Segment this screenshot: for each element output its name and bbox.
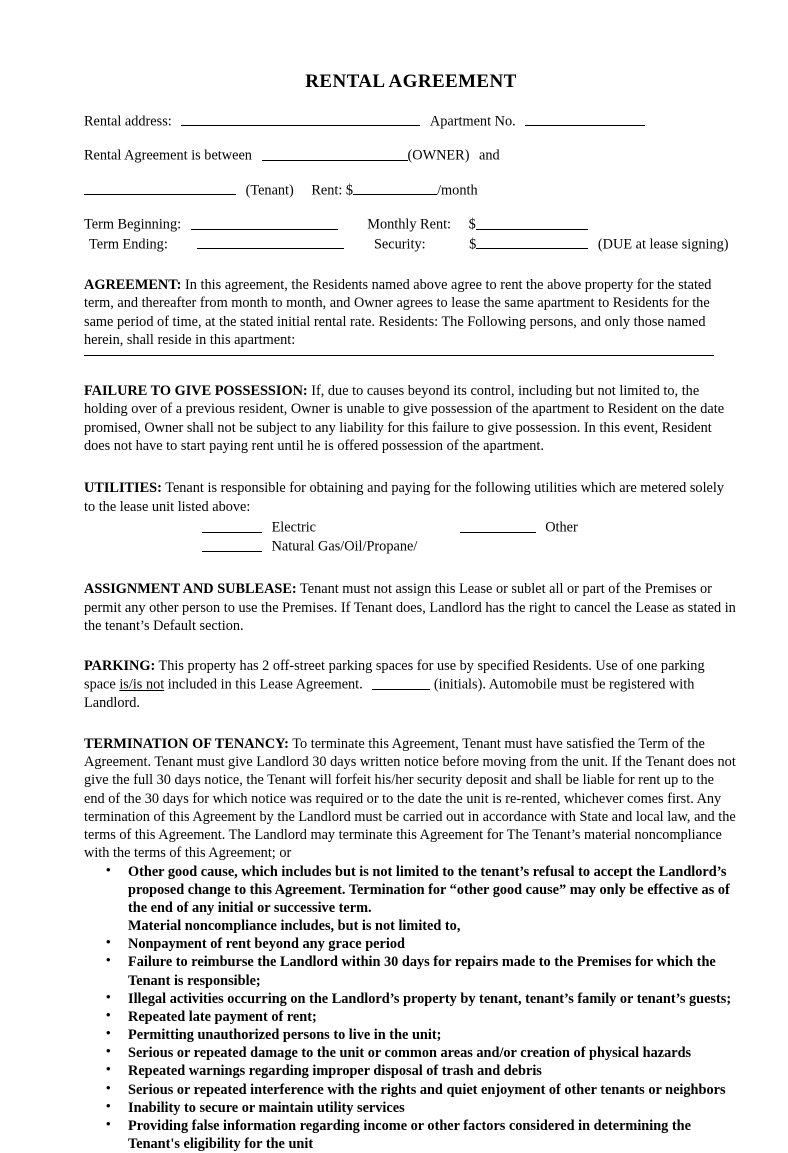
list-item-label: Material noncompliance includes, but is not limited to, — [128, 918, 461, 935]
list-item — [84, 953, 738, 989]
monthly-rent-input[interactable] — [476, 215, 588, 230]
owner-input[interactable] — [262, 146, 408, 161]
section-assignment-heading: ASSIGNMENT AND SUBLEASE: — [84, 581, 297, 598]
apartment-no-input[interactable] — [525, 112, 645, 127]
parking-is-is-not-option[interactable]: is/is not — [119, 677, 165, 694]
list-item — [84, 1026, 738, 1044]
utility-row-electric — [84, 518, 738, 537]
section-parking-heading: PARKING: — [84, 658, 156, 675]
spacer-row — [84, 200, 738, 215]
section-utilities — [84, 479, 738, 516]
spacer — [84, 455, 738, 471]
tenant-rent-row — [84, 181, 738, 200]
section-parking-body-1: This property has 2 off-street parking spaces for use by specified Residents. Use of one parking space — [84, 658, 705, 694]
term-ending-label: Term Ending: — [89, 236, 168, 253]
spacer — [84, 572, 738, 580]
spacer-row — [84, 166, 738, 181]
rental-address-row — [84, 112, 738, 131]
term-beginning-row — [84, 215, 738, 234]
gas-label: Natural Gas/Oil/Propane/ — [271, 538, 418, 555]
spacer — [84, 254, 738, 276]
other-initial-input[interactable] — [460, 518, 536, 533]
section-failure-to-give-possession — [84, 382, 738, 455]
section-parking-body-3: Automobile must be registered with Landlord. — [84, 677, 695, 712]
electric-initial-input[interactable] — [202, 518, 262, 533]
spacer — [84, 356, 738, 372]
utilities-checklist — [84, 518, 738, 556]
tenant-input[interactable] — [84, 181, 236, 196]
section-agreement-body: In this agreement, the Residents named above agree to rent the above property for the stated term, and thereafter from month to month, and Owner agrees to lease the same apartment to Residents for the same period of time, at the stated initial rental rate. Residents: The Following persons, and only those named herein, shall reside in this apartment: — [84, 276, 712, 348]
spacer — [84, 713, 738, 729]
section-failure-heading: FAILURE TO GIVE POSSESSION: — [84, 383, 308, 400]
term-ending-input[interactable] — [197, 235, 344, 250]
term-beginning-label: Term Beginning: — [84, 216, 182, 233]
termination-causes-list — [84, 863, 738, 1153]
list-item-label: Illegal activities occurring on the Landlord’s property by tenant, tenant’s family or tenant’s guests; — [128, 990, 732, 1007]
per-month-label: /month — [437, 182, 478, 199]
spacer — [84, 471, 738, 479]
list-item-label: Providing false information regarding income or other factors considered in determining the Tenant's eligibility for the unit — [128, 1117, 691, 1153]
list-item — [84, 1044, 738, 1062]
apartment-no-label: Apartment No. — [429, 113, 516, 130]
section-parking-body-2: included in this Lease Agreement. — [167, 677, 363, 694]
list-item — [84, 917, 738, 935]
document-content — [84, 0, 738, 1153]
page-title: RENTAL AGREEMENT — [305, 71, 517, 92]
section-utilities-heading: UTILITIES: — [84, 480, 162, 497]
list-item — [84, 1008, 738, 1026]
section-agreement — [84, 276, 738, 349]
rent-label: Rent: $ — [311, 182, 354, 199]
parking-initials-input[interactable] — [372, 675, 430, 690]
spacer — [84, 372, 738, 382]
list-item-label: Nonpayment of rent beyond any grace period — [128, 936, 405, 953]
section-assignment-body: Tenant must not assign this Lease or sublet all or part of the Premises or permit any other person to use the Premises. If Tenant does, Landlord has the right to cancel the Lease as stated in the tenant’s Default section. — [84, 581, 736, 634]
list-item-label: Serious or repeated interference with the rights and quiet enjoyment of other tenants or neighbors — [128, 1081, 726, 1098]
gas-initial-input[interactable] — [202, 537, 262, 552]
spacer-row — [84, 131, 738, 146]
monthly-rent-label: Monthly Rent: — [367, 216, 452, 233]
list-item-label: Serious or repeated damage to the unit or common areas and/or creation of physical hazards — [128, 1045, 692, 1062]
spacer — [84, 635, 738, 651]
list-item — [84, 1117, 738, 1153]
list-item-label: Repeated warnings regarding improper disposal of trash and debris — [128, 1063, 542, 1080]
section-termination-body: To terminate this Agreement, Tenant must have satisfied the Term of the Agreement. Tenant must give Landlord 30 days written notice before moving from the unit. If the Tenant does not give the full 30 days notice, the Tenant will forfeit his/her security deposit and shall be liable for rent up to the end of the 30 days for which notice was required or to the date the unit is re-rented, whichever comes first. Any termination of this Agreement by the Landlord must be carried out in accordance with State and local law, and the terms of this Agreement. The Landlord may terminate this Agreement for The Tenant’s material noncompliance with the terms of this Agreement; or — [84, 735, 736, 862]
term-ending-row — [84, 235, 738, 254]
utility-row-gas — [84, 537, 738, 556]
security-input[interactable] — [476, 235, 588, 250]
section-agreement-heading: AGREEMENT: — [84, 276, 182, 293]
due-note-label: (DUE at lease signing) — [597, 236, 729, 253]
list-item — [84, 1099, 738, 1117]
form-header-block — [84, 112, 738, 254]
dollar-sign-rent: $ — [468, 216, 476, 233]
electric-label: Electric — [271, 519, 317, 536]
list-item — [84, 863, 738, 917]
section-utilities-body: Tenant is responsible for obtaining and paying for the following utilities which are metered solely to the lease unit listed above: — [84, 480, 725, 515]
dollar-sign-security: $ — [469, 236, 477, 253]
list-item — [84, 935, 738, 953]
parking-initials-label: (initials). — [433, 677, 486, 694]
section-failure-body: If, due to causes beyond its control, including but not limited to, the holding over of a previous resident, Owner is unable to give possession of the apartment to Resident on the date promised, Owner shall not be subject to any liability for this failure to give possession. In this event, Resident does not have to start paying rent until he is offered possession of the apartment. — [84, 383, 725, 455]
list-item — [84, 990, 738, 1008]
tenant-label: (Tenant) — [245, 182, 294, 199]
section-termination-of-tenancy — [84, 735, 738, 863]
list-item-label: Permitting unauthorized persons to live in the unit; — [128, 1027, 442, 1044]
section-assignment-and-sublease — [84, 580, 738, 635]
term-beginning-input[interactable] — [191, 215, 338, 230]
rental-address-input[interactable] — [181, 112, 420, 127]
and-label: and — [479, 147, 500, 164]
owner-row — [84, 146, 738, 165]
list-item — [84, 1081, 738, 1099]
other-label: Other — [545, 519, 578, 536]
rent-input[interactable] — [353, 181, 437, 196]
spacer — [84, 556, 738, 572]
list-item-label: Repeated late payment of rent; — [128, 1008, 317, 1025]
list-item — [84, 1062, 738, 1080]
between-label: Rental Agreement is between — [84, 147, 252, 164]
rental-address-label: Rental address: — [84, 113, 172, 130]
list-item-label: Failure to reimburse the Landlord within 30 days for repairs made to the Premises for which the Tenant is responsible; — [128, 954, 716, 989]
list-item-label: Other good cause, which includes but is not limited to the tenant’s refusal to accept the Landlord’s proposed change to this Agreement. Termination for “other good cause” may only be effective as of the end of any initial or successive term. — [128, 863, 730, 917]
security-label: Security: — [373, 236, 426, 253]
list-item-label: Inability to secure or maintain utility services — [128, 1099, 405, 1116]
section-termination-heading: TERMINATION OF TENANCY: — [84, 735, 289, 752]
section-parking — [84, 657, 738, 712]
owner-label: (OWNER) — [407, 147, 470, 164]
